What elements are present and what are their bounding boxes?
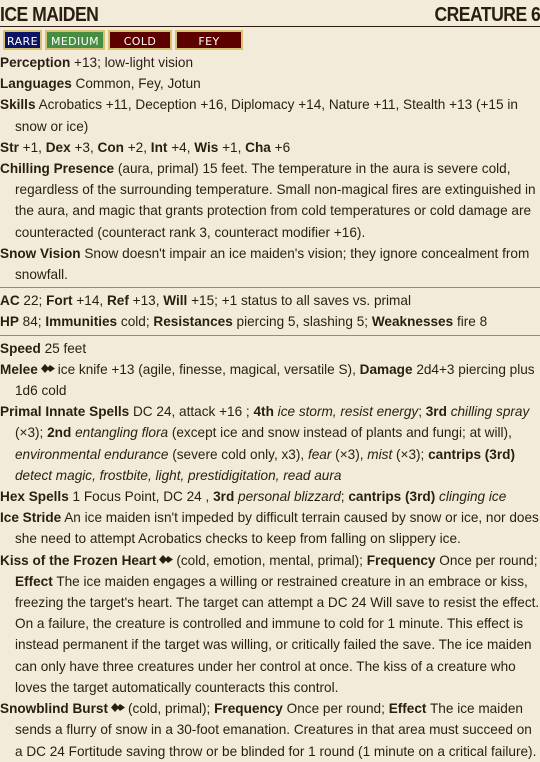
single-action-icon	[158, 553, 174, 566]
trait-fey: FEY	[175, 30, 243, 50]
section-divider	[0, 287, 540, 288]
defense-line: AC 22; Fort +14, Ref +13, Will +15; +1 status to all saves vs. primal	[0, 293, 411, 309]
languages-line: Languages Common, Fey, Jotun	[0, 76, 201, 92]
skills-line: Skills Acrobatics +11, Deception +16, Diplomacy +14, Nature +11, Stealth +13 (+15 in snow or ice)	[0, 97, 518, 134]
snowblind-burst-ability: Snowblind Burst (cold, primal); Frequency Once per round; Effect The ice maiden sends a flurry of snow in a 30-foot emanation. Creatures in that area must succeed on a DC 24 Fortitude saving throw or be blinded for 1 round (1 minute on a critical failure).	[0, 701, 537, 759]
stat-block-header	[0, 0, 540, 27]
melee-strike: Melee ice knife +13 (agile, finesse, magical, versatile S), Damage 2d4+3 piercing plus 1d6 cold	[0, 361, 535, 399]
single-action-icon	[40, 362, 56, 375]
trait-rare: RARE	[3, 30, 42, 50]
chilling-presence-ability: Chilling Presence (aura, primal) 15 feet. The temperature in the aura is severe cold, regardless of the surrounding temperature. Small non-magical fires are extinguished in the aura, and magic that grants protection from cold temperatures or cold damage are counteracted (counteract rank 3, counteract modifier +16).	[0, 161, 536, 240]
trait-list	[3, 30, 243, 50]
attributes-line: Str +1, Dex +3, Con +2, Int +4, Wis +1, Cha +6	[0, 139, 291, 155]
single-action-icon	[110, 701, 126, 714]
perception-line: Perception +13; low-light vision	[0, 55, 194, 70]
snow-vision-ability: Snow Vision Snow doesn't impair an ice maiden's vision; they ignore concealment from snowfall.	[0, 245, 530, 283]
creature-name: ICE MAIDEN	[0, 4, 99, 26]
trait-cold: COLD	[108, 30, 172, 50]
speed-line: Speed 25 feet	[0, 340, 87, 356]
hex-spells: Hex Spells 1 Focus Point, DC 24 , 3rd personal blizzard; cantrips (3rd) clinging ice	[0, 489, 507, 505]
ice-stride-ability: Ice Stride An ice maiden isn't impeded by difficult terrain caused by snow or ice, nor does she need to attempt Acrobatics checks to keep from falling on slippery ice.	[0, 510, 539, 547]
stat-block-body	[0, 52, 540, 762]
primal-innate-spells: Primal Innate Spells DC 24, attack +16 ; 4th ice storm, resist energy; 3rd chilling spray (×3); 2nd entangling flora (except ice and snow instead of plants and fungi; at will), environmental endurance (severe cold only, x3), fear (×3), mist (×3); cantrips (3rd) detect magic, frostbite, light, prestidigitation, read aura	[0, 404, 530, 483]
section-divider	[0, 335, 540, 336]
creature-level: CREATURE 6	[434, 4, 540, 26]
trait-medium: MEDIUM	[45, 30, 105, 50]
hit-points-line: HP 84; Immunities cold; Resistances piercing 5, slashing 5; Weaknesses fire 8	[0, 314, 488, 330]
kiss-of-the-frozen-heart-ability: Kiss of the Frozen Heart (cold, emotion, mental, primal); Frequency Once per round; Effect The ice maiden engages a willing or restrained creature in an embrace or kiss, freezing the target's heart. The target can attempt a DC 24 Will save to resist the effect. On a failure, the creature is controlled and immune to cold for 1 minute. This effect is instead permanent if the target was willing, or critically failed the save. The ice maiden can only have three creatures under her control at once. The kiss of a creature who loves the target automatically counteracts this control.	[0, 552, 540, 695]
